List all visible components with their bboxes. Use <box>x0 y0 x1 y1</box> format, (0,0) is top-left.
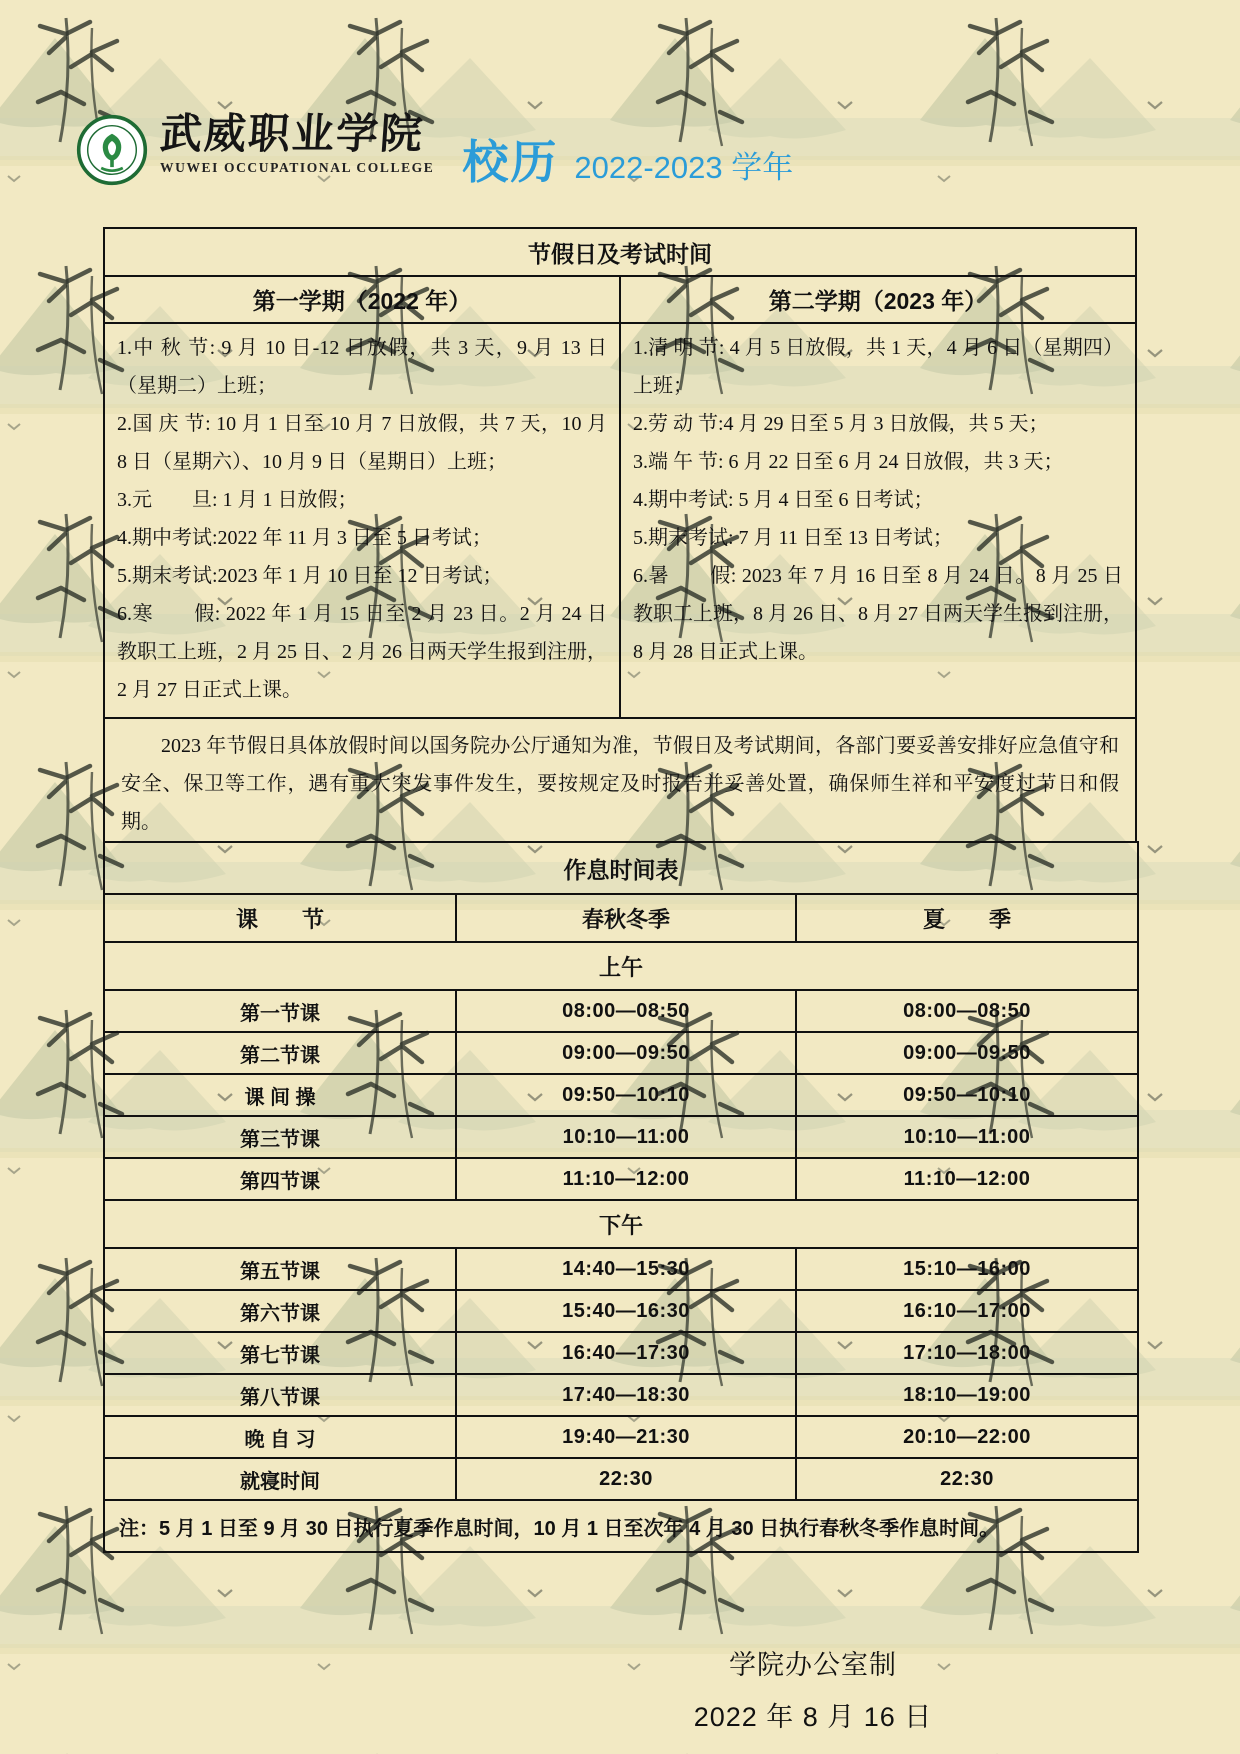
holiday-item: 1.清 明 节: 4 月 5 日放假，共 1 天，4 月 6 日（星期四）上班； <box>633 337 1123 397</box>
holiday-item: 5.期末考试: 7 月 11 日至 13 日考试； <box>633 527 953 549</box>
spring-autumn-winter-time: 09:50—10:10 <box>456 1074 796 1116</box>
summer-time: 22:30 <box>796 1458 1138 1500</box>
column-header-spring-autumn-winter: 春秋冬季 <box>456 894 796 942</box>
footer <box>678 1639 948 1743</box>
calendar-label: 校历 <box>462 136 559 188</box>
holiday-item: 4.期中考试:2022 年 11 月 3 日至 5 日考试； <box>117 527 492 549</box>
holiday-item: 3.端 午 节: 6 月 22 日至 6 月 24 日放假，共 3 天； <box>633 451 1064 473</box>
summer-time: 08:00—08:50 <box>796 990 1138 1032</box>
holiday-note: 2023 年节假日具体放假时间以国务院办公厅通知为准，节假日及考试期间，各部门要妥善安排好应急值守和安全、保卫等工作，遇有重大突发事件发生，要按规定及时报告并妥善处置，确保师生祥和平安度过节日和假期。 <box>121 735 1119 833</box>
period-label: 第二节课 <box>104 1032 456 1074</box>
period-label: 第六节课 <box>104 1290 456 1332</box>
footer-issuer: 学院办公室制 <box>729 1650 897 1680</box>
schedule-row <box>104 1158 1138 1200</box>
schedule-row <box>104 1332 1138 1374</box>
summer-time: 18:10—19:00 <box>796 1374 1138 1416</box>
schedule-row <box>104 1290 1138 1332</box>
period-label: 第七节课 <box>104 1332 456 1374</box>
summer-time: 15:10—16:00 <box>796 1248 1138 1290</box>
schedule-row <box>104 1458 1138 1500</box>
schedule-note: 注：5 月 1 日至 9 月 30 日执行夏季作息时间，10 月 1 日至次年 4 月 30 日执行春秋冬季作息时间。 <box>104 1500 1138 1552</box>
holiday-item: 5.期末考试:2023 年 1 月 10 日至 12 日考试； <box>117 565 503 587</box>
spring-autumn-winter-time: 11:10—12:00 <box>456 1158 796 1200</box>
schedule-row <box>104 990 1138 1032</box>
column-header-period: 课 节 <box>104 894 456 942</box>
schedule-row <box>104 1032 1138 1074</box>
college-name: 武威职业学院 <box>158 112 426 158</box>
semester1-items <box>104 323 620 718</box>
summer-time: 16:10—17:00 <box>796 1290 1138 1332</box>
academic-year: 2022-2023 学年 <box>574 150 794 185</box>
period-label: 第四节课 <box>104 1158 456 1200</box>
section-morning: 上午 <box>104 942 1138 990</box>
page-header <box>76 112 1240 200</box>
summer-time: 17:10—18:00 <box>796 1332 1138 1374</box>
college-name-block <box>160 112 434 176</box>
section-afternoon: 下午 <box>104 1200 1138 1248</box>
period-label: 就寝时间 <box>104 1458 456 1500</box>
calendar-title-block <box>462 126 793 192</box>
holiday-item: 6.寒 假: 2022 年 1 月 15 日至 2 月 23 日。2 月 24 日教职工上班，2 月 25 日、2 月 26 日两天学生报到注册，2 月 27 日正式上课。 <box>117 603 607 701</box>
spring-autumn-winter-time: 14:40—15:30 <box>456 1248 796 1290</box>
spring-autumn-winter-time: 15:40—16:30 <box>456 1290 796 1332</box>
spring-autumn-winter-time: 10:10—11:00 <box>456 1116 796 1158</box>
footer-date: 2022 年 8 月 16 日 <box>693 1702 933 1732</box>
summer-time: 09:00—09:50 <box>796 1032 1138 1074</box>
daily-schedule-table <box>103 841 1139 1553</box>
holiday-item: 3.元 旦: 1 月 1 日放假； <box>117 489 358 511</box>
holiday-item: 6.暑 假: 2023 年 7 月 16 日至 8 月 24 日。8 月 25 日教职工上班，8 月 26 日、8 月 27 日两天学生报到注册，8 月 28 日正式上课。 <box>633 565 1123 663</box>
spring-autumn-winter-time: 09:00—09:50 <box>456 1032 796 1074</box>
schedule-row <box>104 1416 1138 1458</box>
college-name-english: WUWEI OCCUPATIONAL COLLEGE <box>160 160 435 175</box>
period-label: 第八节课 <box>104 1374 456 1416</box>
holiday-item: 1.中 秋 节: 9 月 10 日-12 日放假，共 3 天，9 月 13 日（星期二）上班； <box>117 337 607 397</box>
summer-time: 11:10—12:00 <box>796 1158 1138 1200</box>
holiday-table-title: 节假日及考试时间 <box>104 228 1136 276</box>
holiday-exam-table <box>103 227 1137 843</box>
semester2-header: 第二学期（2023 年） <box>620 276 1136 323</box>
schedule-row <box>104 1248 1138 1290</box>
spring-autumn-winter-time: 22:30 <box>456 1458 796 1500</box>
schedule-row <box>104 1116 1138 1158</box>
college-seal-logo <box>76 114 148 186</box>
spring-autumn-winter-time: 16:40—17:30 <box>456 1332 796 1374</box>
spring-autumn-winter-time: 19:40—21:30 <box>456 1416 796 1458</box>
schedule-row <box>104 1074 1138 1116</box>
summer-time: 09:50—10:10 <box>796 1074 1138 1116</box>
period-label: 第一节课 <box>104 990 456 1032</box>
spring-autumn-winter-time: 17:40—18:30 <box>456 1374 796 1416</box>
holiday-item: 2.劳 动 节:4 月 29 日至 5 月 3 日放假，共 5 天； <box>633 413 1049 435</box>
schedule-table-title: 作息时间表 <box>104 842 1138 894</box>
period-label: 第五节课 <box>104 1248 456 1290</box>
holiday-note-cell <box>104 718 1136 842</box>
period-label: 第三节课 <box>104 1116 456 1158</box>
summer-time: 10:10—11:00 <box>796 1116 1138 1158</box>
period-label: 晚 自 习 <box>104 1416 456 1458</box>
semester2-items <box>620 323 1136 718</box>
schedule-row <box>104 1374 1138 1416</box>
holiday-item: 4.期中考试: 5 月 4 日至 6 日考试； <box>633 489 934 511</box>
semester1-header: 第一学期（2022 年） <box>104 276 620 323</box>
spring-autumn-winter-time: 08:00—08:50 <box>456 990 796 1032</box>
holiday-item: 2.国 庆 节: 10 月 1 日至 10 月 7 日放假，共 7 天，10 月 8 日（星期六）、10 月 9 日（星期日）上班； <box>117 413 607 473</box>
period-label: 课 间 操 <box>104 1074 456 1116</box>
summer-time: 20:10—22:00 <box>796 1416 1138 1458</box>
column-header-summer: 夏 季 <box>796 894 1138 942</box>
